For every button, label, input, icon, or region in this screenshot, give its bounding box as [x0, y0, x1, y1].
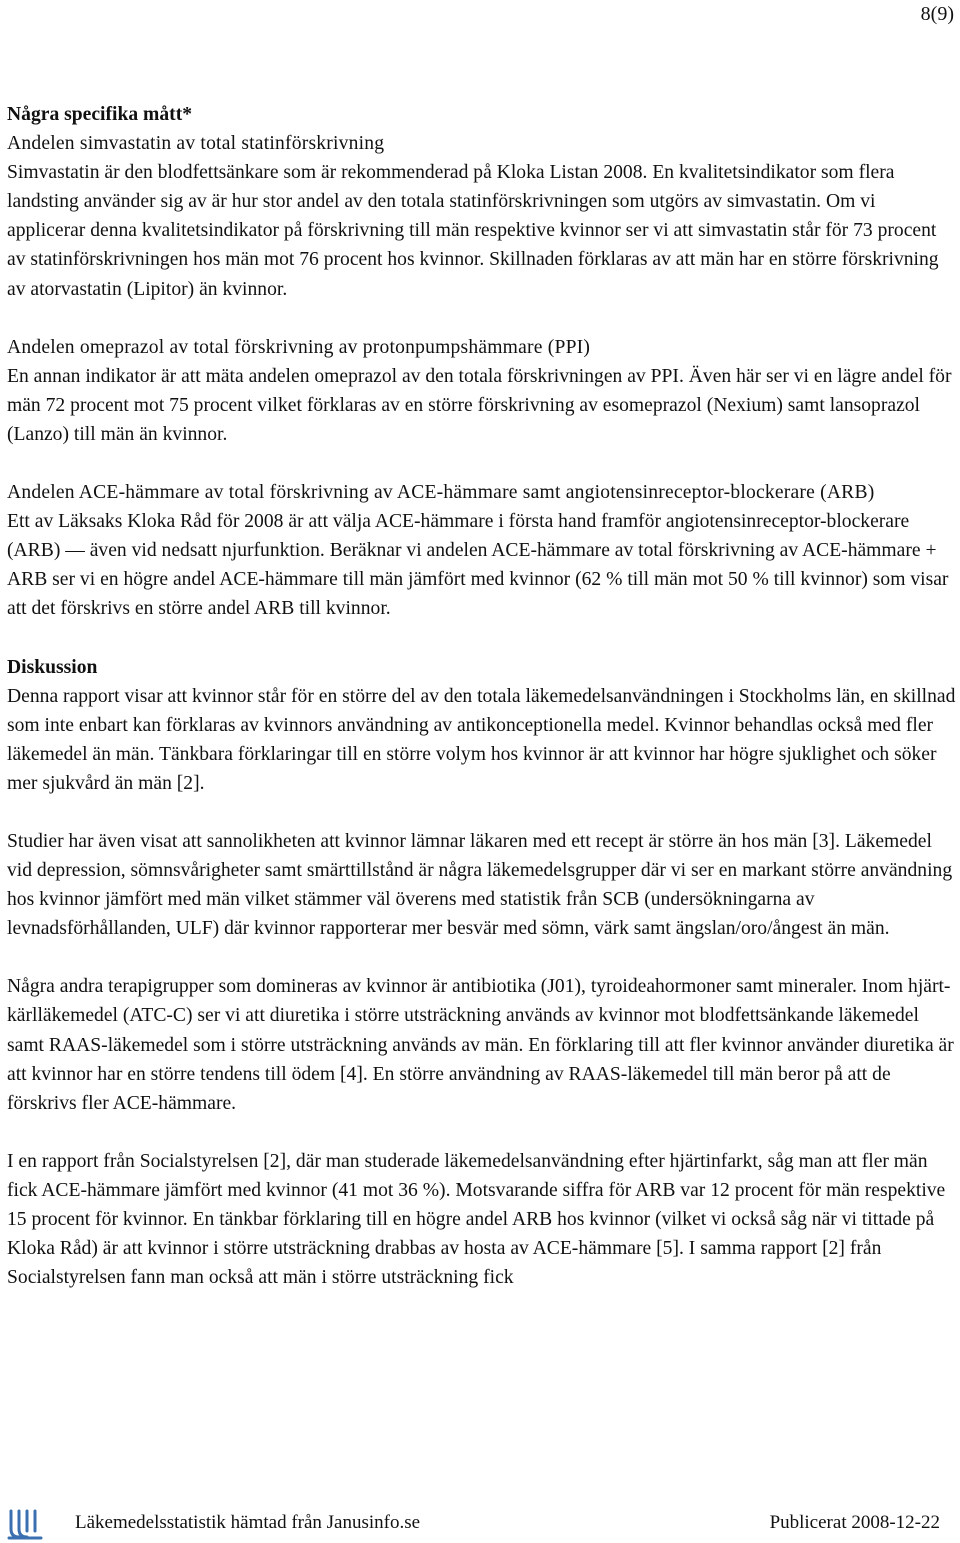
footer-published-date: Publicerat 2008-12-22 — [769, 1512, 940, 1533]
paragraph-diskussion-3: Några andra terapigrupper som domineras av kvinnor är antibiotika (J01), tyroideahormoner samt mineraler. Inom hjärt-kärlläkemedel (ATC-C) ser vi att diuretika i större utsträckning används av kvinnor mot blodfettsänkande läkemedel samt RAAS-läkemedel som i större utsträckning används av män. En förklaring till att fler kvinnor använder diuretika är att kvinnor har en större tendens till ödem [4]. En större användning av RAAS-läkemedel till män beror på att de förskrivs fler ACE-hämmare. — [7, 976, 954, 1114]
subheading-omeprazol: Andelen omeprazol av total förskrivning av protonpumpshämmare (PPI) — [7, 336, 591, 358]
paragraph-diskussion-1: Denna rapport visar att kvinnor står för en större del av den totala läkemedelsanvändningen i Stockholms län, en skillnad som inte enbart kan förklaras av kvinnors användning av antikonceptionella medel. Kvinnor behandlas också med fler läkemedel än män. Tänkbara förklaringar till en större volym hos kvinnor är att kvinnor har högre sjuklighet och söker mer sjukvård än män [2]. — [7, 685, 956, 794]
section-heading-diskussion: Diskussion — [7, 656, 98, 678]
janusinfo-logo-icon — [5, 1507, 45, 1541]
footer-source: Läkemedelsstatistik hämtad från Janusinfo.se — [75, 1512, 421, 1533]
page-footer — [0, 1503, 960, 1543]
paragraph-omeprazol: En annan indikator är att mäta andelen omeprazol av den totala förskrivningen av PPI. Även här ser vi en lägre andel för män 72 procent mot 75 procent vilket förklaras av en större förskrivning av esomeprazol (Nexium) samt lansoprazol (Lanzo) till män än kvinnor. — [7, 365, 952, 445]
document-body — [7, 100, 957, 1292]
page-number: 8(9) — [920, 3, 954, 25]
section-heading-specifika: Några specifika mått* — [7, 104, 193, 125]
subheading-ace: Andelen ACE-hämmare av total förskrivning av ACE-hämmare samt angiotensinreceptor-blockerare (ARB) — [7, 482, 875, 504]
paragraph-diskussion-4: I en rapport från Socialstyrelsen [2], där man studerade läkemedelsanvändning efter hjärtinfarkt, såg man att fler män fick ACE-hämmare jämfört med kvinnor (41 mot 36 %). Motsvarande siffra för ARB var 12 procent för män respektive 15 procent för kvinnor. En tänkbar förklaring till en högre andel ARB hos kvinnor (vilket vi också såg när vi tittade på Kloka Råd) är att kvinnor i större utsträckning drabbas av hosta av ACE-hämmare [5]. I samma rapport [2] från Socialstyrelsen fann man också att män i större utsträckning fick — [7, 1150, 946, 1289]
subheading-simvastatin: Andelen simvastatin av total statinförskrivning — [7, 133, 385, 155]
paragraph-ace: Ett av Läksaks Kloka Råd för 2008 är att välja ACE-hämmare i första hand framför angiotensinreceptor-blockerare (ARB) — även vid nedsatt njurfunktion. Beräknar vi andelen ACE-hämmare av total förskrivning av ACE-hämmare + ARB ser vi en högre andel ACE-hämmare till män jämfört med kvinnor (62 % till män mot 50 % till kvinnor) som visar att det förskrivs en större andel ARB till kvinnor. — [7, 511, 949, 620]
paragraph-diskussion-2: Studier har även visat att sannolikheten att kvinnor lämnar läkaren med ett recept är större än hos män [3]. Läkemedel vid depression, sömnsvårigheter samt smärttillstånd är några läkemedelsgrupper där vi ser en markant större användning hos kvinnor jämfört med män vilket stämmer väl överens med statistik från SCB (undersökningarna av levnadsförhållanden, ULF) där kvinnor rapporterar mer besvär med sömn, värk samt ängslan/oro/ångest än män. — [7, 830, 953, 940]
paragraph-simvastatin: Simvastatin är den blodfettsänkare som är rekommenderad på Kloka Listan 2008. En kvalitetsindikator som flera landsting använder sig av är hur stor andel av den totala statinförskrivningen som utgörs av simvastatin. Om vi applicerar denna kvalitetsindikator på förskrivning till män respektive kvinnor ser vi att simvastatin står för 73 procent av statinförskrivningen hos män mot 76 procent hos kvinnor. Skillnaden förklaras av att män har en större förskrivning av atorvastatin (Lipitor) än kvinnor. — [7, 162, 939, 300]
